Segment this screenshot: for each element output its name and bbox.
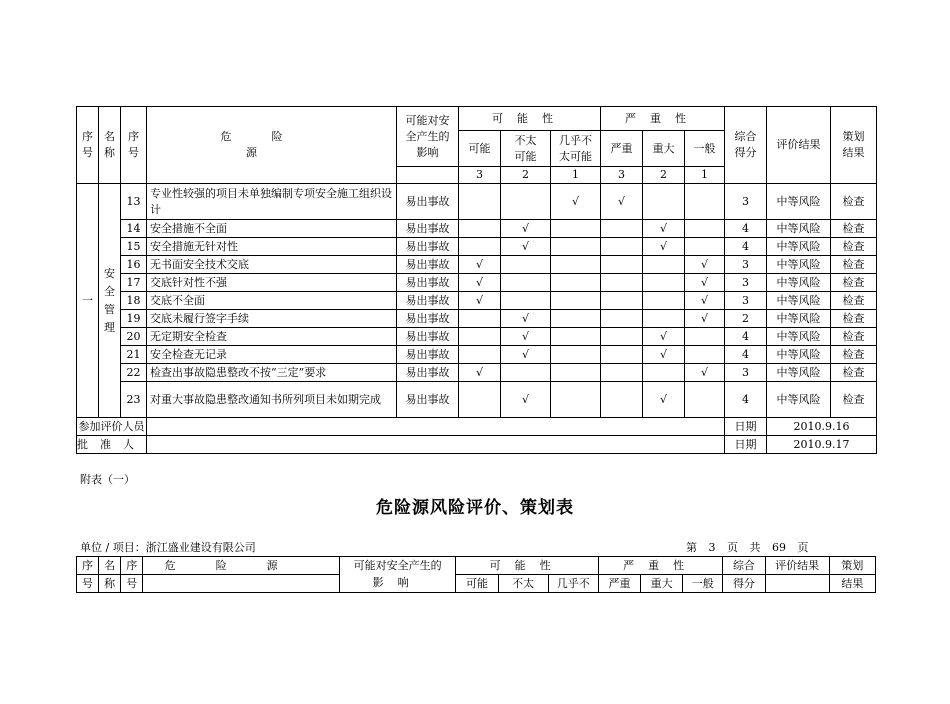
score-cell: 4 bbox=[725, 220, 767, 238]
row-number: 20 bbox=[121, 328, 147, 346]
hazard-cell: 专业性较强的项目未单独编制专项安全施工组织设计 bbox=[147, 184, 397, 220]
score-cell: 2 bbox=[725, 310, 767, 328]
mark-serious bbox=[601, 364, 643, 382]
mark-possible: √ bbox=[459, 292, 501, 310]
mark-general: √ bbox=[685, 292, 725, 310]
header-serious: 严重 bbox=[601, 131, 643, 167]
h2-hazard bbox=[143, 557, 340, 575]
mark-general bbox=[685, 346, 725, 364]
mark-not-very: √ bbox=[501, 220, 551, 238]
appendix-label: 附表（一） bbox=[80, 473, 135, 486]
plan-cell: 检查 bbox=[831, 364, 877, 382]
mark-almost-not bbox=[551, 220, 601, 238]
plan-cell: 检查 bbox=[831, 274, 877, 292]
plan-cell: 检查 bbox=[831, 346, 877, 364]
h2-severity bbox=[598, 557, 722, 575]
participants-label: 参加评价人员 bbox=[77, 418, 147, 436]
mark-serious bbox=[601, 220, 643, 238]
score-cell: 4 bbox=[725, 238, 767, 256]
plan-cell: 检查 bbox=[831, 184, 877, 220]
mark-possible bbox=[459, 328, 501, 346]
h2-impact: 可能对安全产生的 bbox=[339, 557, 455, 575]
header-impact: 可能对安全产生的影响 bbox=[397, 107, 459, 167]
mark-serious bbox=[601, 274, 643, 292]
date-value-1: 2010.9.16 bbox=[767, 418, 877, 436]
result-cell: 中等风险 bbox=[767, 238, 831, 256]
result-cell: 中等风险 bbox=[767, 310, 831, 328]
table-row bbox=[77, 364, 877, 382]
header-hazard-text: 危险源 bbox=[220, 130, 323, 159]
mark-not-very bbox=[501, 292, 551, 310]
risk-table-2-header bbox=[76, 556, 876, 593]
mark-major: √ bbox=[643, 382, 685, 418]
mark-almost-not bbox=[551, 292, 601, 310]
mark-serious bbox=[601, 382, 643, 418]
mark-major: √ bbox=[643, 220, 685, 238]
impact-cell: 易出事故 bbox=[397, 292, 459, 310]
score-cell: 3 bbox=[725, 184, 767, 220]
mark-almost-not bbox=[551, 256, 601, 274]
plan-cell: 检查 bbox=[831, 220, 877, 238]
mark-not-very: √ bbox=[501, 238, 551, 256]
mark-possible bbox=[459, 220, 501, 238]
plan-cell: 检查 bbox=[831, 292, 877, 310]
mark-major bbox=[643, 274, 685, 292]
score-cell: 3 bbox=[725, 364, 767, 382]
impact-cell: 易出事故 bbox=[397, 328, 459, 346]
h2-result-b bbox=[765, 575, 829, 593]
table-row bbox=[77, 274, 877, 292]
impact-cell: 易出事故 bbox=[397, 274, 459, 292]
h2-major: 重大 bbox=[641, 575, 683, 593]
row-number: 19 bbox=[121, 310, 147, 328]
plan-cell: 检查 bbox=[831, 382, 877, 418]
mark-almost-not bbox=[551, 274, 601, 292]
hazard-cell: 交底未履行签字手续 bbox=[147, 310, 397, 328]
h2-possibility bbox=[456, 557, 599, 575]
approver-label bbox=[77, 436, 147, 454]
row-number: 16 bbox=[121, 256, 147, 274]
row-number: 15 bbox=[121, 238, 147, 256]
impact-cell: 易出事故 bbox=[397, 382, 459, 418]
h2-impact-b bbox=[339, 575, 455, 593]
hazard-cell: 安全检查无记录 bbox=[147, 346, 397, 364]
header-severity-text: 严重性 bbox=[625, 111, 701, 125]
plan-cell: 检查 bbox=[831, 310, 877, 328]
score-cell: 3 bbox=[725, 274, 767, 292]
header-not-very: 不太可能 bbox=[501, 131, 551, 167]
result-cell: 中等风险 bbox=[767, 346, 831, 364]
header-possibility bbox=[459, 107, 601, 131]
result-cell: 中等风险 bbox=[767, 292, 831, 310]
impact-cell: 易出事故 bbox=[397, 310, 459, 328]
hazard-cell: 交底针对性不强 bbox=[147, 274, 397, 292]
score-cell: 4 bbox=[725, 382, 767, 418]
header-severity bbox=[601, 107, 725, 131]
mark-general: √ bbox=[685, 274, 725, 292]
page-title: 危险源风险评价、策划表 bbox=[376, 498, 574, 518]
mark-not-very: √ bbox=[501, 328, 551, 346]
weight-almost-not: 1 bbox=[551, 167, 601, 184]
mark-almost-not bbox=[551, 382, 601, 418]
mark-almost-not bbox=[551, 328, 601, 346]
mark-general bbox=[685, 220, 725, 238]
weight-not-very: 2 bbox=[501, 167, 551, 184]
participants-value bbox=[147, 418, 725, 436]
mark-almost-not bbox=[551, 310, 601, 328]
unit-line: 单位 / 项目：浙江盛业建设有限公司 bbox=[80, 541, 256, 554]
header-possible: 可能 bbox=[459, 131, 501, 167]
h2-possible: 可能 bbox=[456, 575, 498, 593]
impact-cell: 易出事故 bbox=[397, 220, 459, 238]
table-row bbox=[77, 328, 877, 346]
h2-score-b: 得分 bbox=[723, 575, 765, 593]
row-number: 22 bbox=[121, 364, 147, 382]
score-cell: 4 bbox=[725, 346, 767, 364]
weight-major: 2 bbox=[643, 167, 685, 184]
h2-hazard-b bbox=[143, 575, 340, 593]
hazard-cell: 安全措施无针对性 bbox=[147, 238, 397, 256]
mark-possible bbox=[459, 184, 501, 220]
row-number: 21 bbox=[121, 346, 147, 364]
h2-plan: 策划 bbox=[829, 557, 875, 575]
mark-major bbox=[643, 292, 685, 310]
hazard-cell: 安全措施不全面 bbox=[147, 220, 397, 238]
mark-not-very bbox=[501, 364, 551, 382]
header-hazard bbox=[147, 107, 397, 184]
mark-general bbox=[685, 238, 725, 256]
row-number: 14 bbox=[121, 220, 147, 238]
result-cell: 中等风险 bbox=[767, 382, 831, 418]
header-result: 评价结果 bbox=[767, 107, 831, 184]
date-value-2: 2010.9.17 bbox=[767, 436, 877, 454]
mark-not-very bbox=[501, 274, 551, 292]
approver-value bbox=[147, 436, 725, 454]
weight-possible: 3 bbox=[459, 167, 501, 184]
row-number: 18 bbox=[121, 292, 147, 310]
h2-hazard-text: 危险源 bbox=[164, 558, 318, 572]
hazard-cell: 无书面安全技术交底 bbox=[147, 256, 397, 274]
header-almost-not: 几乎不太可能 bbox=[551, 131, 601, 167]
mark-almost-not: √ bbox=[551, 184, 601, 220]
header-name: 名称 bbox=[99, 107, 121, 184]
table-row bbox=[77, 346, 877, 364]
mark-not-very: √ bbox=[501, 346, 551, 364]
mark-not-very: √ bbox=[501, 382, 551, 418]
result-cell: 中等风险 bbox=[767, 220, 831, 238]
mark-major bbox=[643, 256, 685, 274]
hazard-cell: 检查出事故隐患整改不按“三定”要求 bbox=[147, 364, 397, 382]
mark-major bbox=[643, 364, 685, 382]
mark-general bbox=[685, 184, 725, 220]
h2-seq2: 序 bbox=[121, 557, 143, 575]
h2-result: 评价结果 bbox=[765, 557, 829, 575]
h2-seq2-b: 号 bbox=[121, 575, 143, 593]
score-cell: 3 bbox=[725, 256, 767, 274]
h2-name: 名 bbox=[99, 557, 121, 575]
h2-not-very: 不太 bbox=[498, 575, 548, 593]
group-name: 安全管理 bbox=[99, 184, 121, 418]
hazard-cell: 对重大事故隐患整改通知书所列项目未如期完成 bbox=[147, 382, 397, 418]
mark-possible bbox=[459, 310, 501, 328]
mark-serious bbox=[601, 292, 643, 310]
h2-impact-b-text: 影响 bbox=[372, 576, 423, 590]
header-general: 一般 bbox=[685, 131, 725, 167]
score-cell: 4 bbox=[725, 328, 767, 346]
mark-general bbox=[685, 328, 725, 346]
h2-general: 一般 bbox=[683, 575, 723, 593]
mark-major: √ bbox=[643, 238, 685, 256]
header-major: 重大 bbox=[643, 131, 685, 167]
mark-major: √ bbox=[643, 346, 685, 364]
mark-possible bbox=[459, 346, 501, 364]
h2-serious: 严重 bbox=[598, 575, 640, 593]
plan-cell: 检查 bbox=[831, 328, 877, 346]
impact-cell: 易出事故 bbox=[397, 184, 459, 220]
header-possibility-text: 可能性 bbox=[492, 111, 567, 125]
mark-almost-not bbox=[551, 238, 601, 256]
h2-score: 综合 bbox=[723, 557, 765, 575]
footer-participants-row bbox=[77, 418, 877, 436]
header-score: 综合得分 bbox=[725, 107, 767, 184]
mark-major bbox=[643, 184, 685, 220]
weight-serious: 3 bbox=[601, 167, 643, 184]
h2-almost-not: 几乎不 bbox=[548, 575, 598, 593]
weight-general: 1 bbox=[685, 167, 725, 184]
mark-possible: √ bbox=[459, 256, 501, 274]
impact-cell: 易出事故 bbox=[397, 256, 459, 274]
score-cell: 3 bbox=[725, 292, 767, 310]
hazard-cell: 无定期安全检查 bbox=[147, 328, 397, 346]
table-row bbox=[77, 382, 877, 418]
group-number: 一 bbox=[77, 184, 99, 418]
impact-cell: 易出事故 bbox=[397, 364, 459, 382]
result-cell: 中等风险 bbox=[767, 184, 831, 220]
row-number: 23 bbox=[121, 382, 147, 418]
result-cell: 中等风险 bbox=[767, 256, 831, 274]
mark-possible: √ bbox=[459, 364, 501, 382]
result-cell: 中等风险 bbox=[767, 274, 831, 292]
row-number: 13 bbox=[121, 184, 147, 220]
mark-major: √ bbox=[643, 328, 685, 346]
mark-not-very bbox=[501, 256, 551, 274]
date-label-2: 日期 bbox=[725, 436, 767, 454]
risk-table bbox=[76, 106, 877, 454]
mark-possible bbox=[459, 238, 501, 256]
mark-almost-not bbox=[551, 364, 601, 382]
footer-approver-row bbox=[77, 436, 877, 454]
mark-serious: √ bbox=[601, 184, 643, 220]
h2-seq-b: 号 bbox=[77, 575, 99, 593]
table-row bbox=[77, 238, 877, 256]
header-seq2: 序号 bbox=[121, 107, 147, 184]
mark-general: √ bbox=[685, 310, 725, 328]
table-row bbox=[77, 292, 877, 310]
h2-plan-b: 结果 bbox=[829, 575, 875, 593]
mark-possible: √ bbox=[459, 274, 501, 292]
h2-possibility-text: 可能性 bbox=[489, 558, 565, 572]
header-plan: 策划结果 bbox=[831, 107, 877, 184]
mark-serious bbox=[601, 238, 643, 256]
result-cell: 中等风险 bbox=[767, 364, 831, 382]
mark-general: √ bbox=[685, 364, 725, 382]
result-cell: 中等风险 bbox=[767, 328, 831, 346]
h2-name-b: 称 bbox=[99, 575, 121, 593]
mark-serious bbox=[601, 328, 643, 346]
h2-seq: 序 bbox=[77, 557, 99, 575]
impact-cell: 易出事故 bbox=[397, 346, 459, 364]
hazard-cell: 交底不全面 bbox=[147, 292, 397, 310]
header-impact-end bbox=[397, 167, 459, 184]
mark-general bbox=[685, 382, 725, 418]
mark-major bbox=[643, 310, 685, 328]
impact-cell: 易出事故 bbox=[397, 238, 459, 256]
mark-general: √ bbox=[685, 256, 725, 274]
mark-not-very bbox=[501, 184, 551, 220]
plan-cell: 检查 bbox=[831, 238, 877, 256]
mark-serious bbox=[601, 346, 643, 364]
page-info: 第 3 页 共 69 页 bbox=[686, 541, 809, 554]
table-row bbox=[77, 184, 877, 220]
mark-almost-not bbox=[551, 346, 601, 364]
mark-serious bbox=[601, 256, 643, 274]
table-row bbox=[77, 256, 877, 274]
approver-label-text: 批准人 bbox=[77, 437, 146, 451]
row-number: 17 bbox=[121, 274, 147, 292]
h2-severity-text: 严重性 bbox=[623, 558, 699, 572]
mark-possible bbox=[459, 382, 501, 418]
mark-serious bbox=[601, 310, 643, 328]
plan-cell: 检查 bbox=[831, 256, 877, 274]
header-seq: 序号 bbox=[77, 107, 99, 184]
date-label-1: 日期 bbox=[725, 418, 767, 436]
mark-not-very: √ bbox=[501, 310, 551, 328]
table-row bbox=[77, 310, 877, 328]
table-row bbox=[77, 220, 877, 238]
